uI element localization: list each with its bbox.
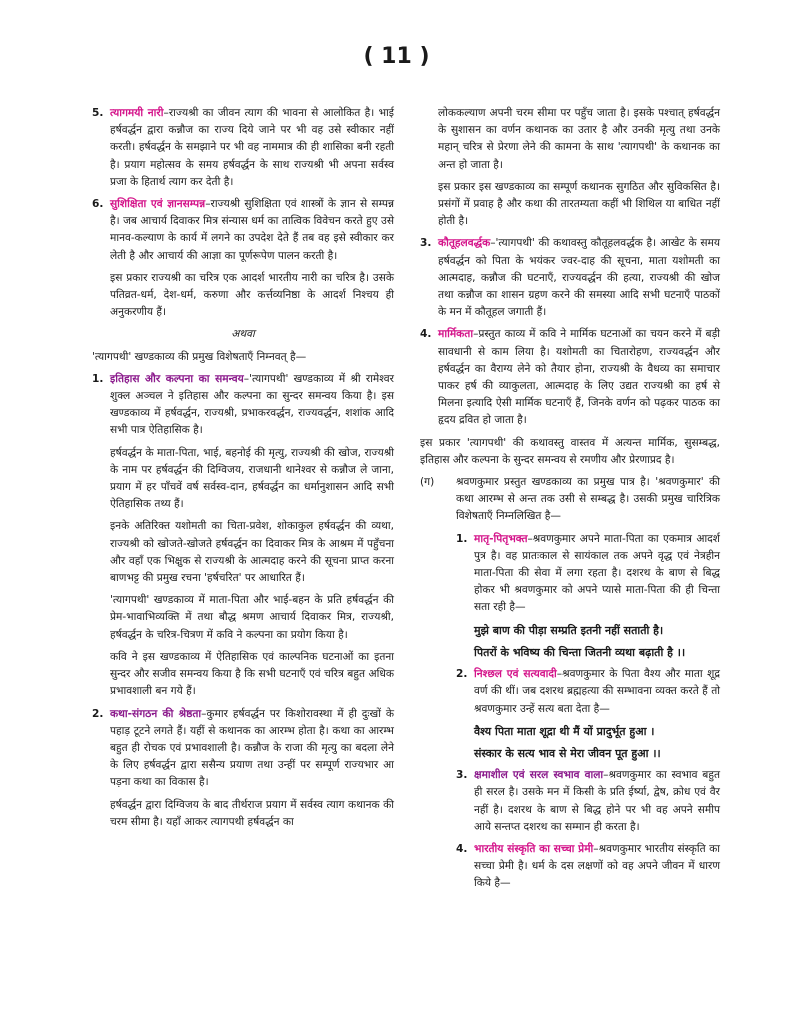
paragraph: लोककल्याण अपनी चरम सीमा पर पहुँच जाता है। इसके पश्चात् हर्षवर्द्धन के सुशासन का वर्णन कथानक का उतार है और उनकी मृत्यु तथा उनके महान् चरित्र से प्रेरणा लेने की कामना के साथ 'त्यागपथी' के कथानक का अन्त हो जाता है। xyxy=(438,107,720,171)
point-bharatiya-sanskriti xyxy=(456,841,720,893)
verse-line: मुझे बाण की पीड़ा सम्प्रति इतनी नहीं सताती है। xyxy=(474,623,664,637)
paragraph: कवि ने इस खण्डकाव्य में ऐतिहासिक एवं काल्पनिक घटनाओं का इतना सुन्दर और सजीव समन्वय किया है कि सभी घटनाएँ एवं चरित्र बहुत अधिक प्रभावशाली बन गये हैं। xyxy=(110,650,394,698)
point-matri-pitri-bhakt xyxy=(456,531,720,661)
page-number: ( 11 ) xyxy=(363,44,430,69)
intro-paragraph: 'त्यागपथी' खण्डकाव्य की प्रमुख विशेषताएँ निम्नवत् है— xyxy=(92,350,307,363)
point-kshamasheel xyxy=(456,767,720,836)
point-text: –राज्यश्री सुशिक्षिता एवं शास्त्रों के ज्ञान से सम्पन्न है। जब आचार्य दिवाकर मित्र संन्यास धर्म का तात्विक विवेचन करते हुए उसे मानव-कल्याण के कार्य में लगने का उपदेश देते हैं तब वह इसे स्वीकार कर लेती है और आचार्य की आज्ञा का पूर्णरूपेण पालन करती है। xyxy=(110,198,394,262)
left-column xyxy=(92,105,394,836)
point-heading: कथा-संगठन की श्रेष्ठता xyxy=(110,707,202,720)
athva-divider: अथवा xyxy=(231,328,255,341)
point-heading: इतिहास और कल्पना का समन्वय xyxy=(110,372,244,385)
point-number: 3. xyxy=(456,769,468,782)
point-number: 3. xyxy=(420,237,432,250)
point-text: –श्रवणकुमार का स्वभाव बहुत ही सरल है। उसके मन में किसी के प्रति ईर्ष्या, द्वेष, क्रोध एवं वैर नहीं है। दशरथ के बाण से बिद्ध होने पर भी वह अपने समीप आये सन्तप्त दशरथ का सम्मान ही करता है। xyxy=(474,769,720,833)
point-text: –श्रवणकुमार के पिता वैश्य और माता शूद्र वर्ण की थीं। जब दशरथ ब्रह्महत्या की सम्भावना व्यक्त करते हैं तो श्रवणकुमार उन्हें सत्य बता देता है— xyxy=(474,668,720,715)
point-number: 4. xyxy=(420,328,432,341)
verse-line: संस्कार के सत्य भाव से मेरा जीवन पूत हुआ ।। xyxy=(474,746,661,760)
verse-line: पितरों के भविष्य की चिन्ता जितनी व्यथा बढ़ाती है ।। xyxy=(474,645,686,659)
point-kautuhal xyxy=(420,235,720,321)
point-text: –श्रवणकुमार अपने माता-पिता का एकमात्र आदर्श पुत्र है। वह प्रातःकाल से सायंकाल तक अपने वृद्ध एवं नेत्रहीन माता-पिता की सेवा में लगा रहता है। दशरथ के बाण से बिद्ध होकर भी श्रवणकुमार को अपने प्यासे माता-पिता की ही चिन्ता सता रही है— xyxy=(474,532,720,614)
point-heading: सुशिक्षिता एवं ज्ञानसम्पन्न xyxy=(110,198,206,211)
point-number: 2. xyxy=(92,707,104,720)
point-heading: निश्छल एवं सत्यवादी xyxy=(474,668,557,681)
continued-text xyxy=(420,105,720,230)
point-heading: भारतीय संस्कृति का सच्चा प्रेमी xyxy=(474,842,594,855)
point-marmikta xyxy=(420,326,720,429)
point-sushikshita xyxy=(92,196,394,321)
point-katha-sangathan xyxy=(92,706,394,831)
point-text: –श्रवणकुमार भारतीय संस्कृति का सच्चा प्रेमी है। धर्म के दस लक्षणों को वह अपने जीवन में धारण किये है— xyxy=(474,842,721,890)
paragraph: हर्षवर्द्धन के माता-पिता, भाई, बहनोई की मृत्यु, राज्यश्री की खोज, राज्यश्री के नाम पर हर्षवर्द्धन की दिग्विजय, राजधानी थानेश्वर से कन्नौज ले जाना, प्रयाग में हर पाँचवें वर्ष सर्वस्व-दान, हर्षवर्द्धन का धर्मानुशासन आदि सभी ऐतिहासिक तथ्य हैं। xyxy=(110,446,394,511)
paragraph: 'त्यागपथी' खण्डकाव्य में माता-पिता और भाई-बहन के प्रति हर्षवर्द्धन की प्रेम-भावाभिव्यक्ति में तथा बौद्ध श्रमण आचार्य दिवाकर मित्र, राज्यश्री, हर्षवर्द्धन के चरित्र-चित्रण में कवि ने कल्पना का प्रयोग किया है। xyxy=(110,594,394,641)
point-heading: त्यागमयी नारी xyxy=(110,107,164,119)
paragraph: इनके अतिरिक्त यशोमती का चिता-प्रवेश, शोकाकुल हर्षवर्द्धन की व्यथा, राज्यश्री को खोजते-खोजते हर्षवर्द्धन का दिवाकर मित्र के आश्रम में पहुँचना और वहाँ एक भिक्षुक से राज्यश्री के आत्मदाह करने की सूचना प्राप्त करना बाणभट्ट की प्रमुख रचना 'हर्षचरित' पर आधारित हैं। xyxy=(110,520,394,585)
point-text: –कुमार हर्षवर्द्धन पर किशोरावस्था में ही दुःखों के पहाड़ टूटने लगते हैं। यहीं से कथानक का आरम्भ होता है। कथा का आरम्भ बहुत ही रोचक एवं प्रभावशाली है। कन्नौज के राजा की मृत्यु का बदला लेने के लिए हर्षवर्द्धन द्वारा ससैन्य प्रयाण तथा उन्हीं पर सम्पूर्ण राज्यभार आ पड़ना कथा का विकास है। xyxy=(110,707,395,789)
paragraph: हर्षवर्द्धन द्वारा दिग्विजय के बाद तीर्थराज प्रयाग में सर्वस्व त्याग कथानक की चरम सीमा है। यहाँ आकर त्यागपथी हर्षवर्द्धन का xyxy=(110,798,394,828)
point-heading: कौतूहलवर्द्धक xyxy=(438,237,491,250)
verse-line: वैश्य पिता माता शूद्रा थी मैं यों प्रादुर्भूत हुआ । xyxy=(474,724,655,738)
point-heading: मातृ-पितृभक्त xyxy=(474,532,528,545)
point-itihas-kalpana xyxy=(92,371,394,701)
point-heading: मार्मिकता xyxy=(438,328,474,341)
right-column xyxy=(420,105,720,898)
point-number: 4. xyxy=(456,842,468,855)
point-nishchhal xyxy=(456,666,720,762)
paragraph: इस प्रकार इस खण्डकाव्य का सम्पूर्ण कथानक सुगठित और सुविकसित है। प्रसंगों में प्रवाह है और कथा की तारतम्यता कहीं भी शिथिल या बाधित नहीं होती है। xyxy=(438,180,720,228)
point-text: –'त्यागपथी' खण्डकाव्य में श्री रामेश्वर शुक्ल अञ्चल ने इतिहास और कल्पना का सुन्दर समन्वय किया है। इस खण्डकाव्य में हर्षवर्द्धन, राज्यश्री, प्रभाकरवर्द्धन, राज्यवर्द्धन, शशांक आदि सभी पात्र ऐतिहासिक है। xyxy=(110,372,394,437)
point-number: 1. xyxy=(456,532,468,545)
point-tyagmayi-nari xyxy=(92,105,394,191)
point-heading: क्षमाशील एवं सरल स्वभाव वाला xyxy=(474,769,604,782)
section-label: (ग) xyxy=(420,476,435,489)
paragraph: इस प्रकार राज्यश्री का चरित्र एक आदर्श भारतीय नारी का चरित्र है। उसके पतिव्रत-धर्म, देश-धर्म, करुणा और कर्त्तव्यनिष्ठा के आदर्श निश्चय ही अनुकरणीय हैं। xyxy=(110,271,394,319)
point-number: 6. xyxy=(92,198,104,211)
point-number: 2. xyxy=(456,668,468,681)
point-number: 1. xyxy=(92,372,104,385)
point-text: –'त्यागपथी' की कथावस्तु कौतूहलवर्द्धक है। आखेट के समय हर्षवर्द्धन को पिता के भयंकर ज्वर-दाह की सूचना, माता यशोमती का आत्मदाह, कन्नौज की घटनाएँ, राज्यवर्द्धन की हत्या, राज्यश्री की खोज तथा कन्नौज का शासन ग्रहण करने की समस्या आदि सभी घटनाएँ पाठकों के मन में कौतूहल जगाती हैं। xyxy=(438,237,720,319)
paragraph: श्रवणकुमार प्रस्तुत खण्डकाव्य का प्रमुख पात्र है। 'श्रवणकुमार' की कथा आरम्भ से अन्त तक उसी से सम्बद्ध है। उसकी प्रमुख चारित्रिक विशेषताएँ निम्नलिखित है— xyxy=(456,476,720,523)
section-g xyxy=(420,474,720,892)
point-text: –प्रस्तुत काव्य में कवि ने मार्मिक घटनाओं का चयन करने में बड़ी सावधानी से काम लिया है। यशोमती का चितारोहण, राज्यवर्द्धन और हर्षवर्द्धन का वैराग्य लेने को तैयार होना, राज्यश्री के वैधव्य का समाचार पाकर हर्ष की व्याकुलता, आत्मदाह के लिए उद्यत राज्यश्री का हर्ष से मिलना इत्यादि ऐसी मार्मिक घटनाएँ हैं, जिनके वर्णन को पढ़कर पाठक का हृदय द्रवित हो जाता है। xyxy=(438,328,720,427)
summary-paragraph: इस प्रकार 'त्यागपथी' की कथावस्तु वास्तव में अत्यन्त मार्मिक, सुसम्बद्ध, इतिहास और कल्पना के सुन्दर समन्वय से रमणीय और प्रेरणाप्रद है। xyxy=(420,436,720,466)
point-text: –राज्यश्री का जीवन त्याग की भावना से आलोकित है। भाई हर्षवर्द्धन द्वारा कन्नौज का राज्य दिये जाने पर भी वह उसे स्वीकार नहीं करती। हर्षवर्द्धन के समझाने पर भी वह नाममात्र की ही शासिका बनी रहती है। प्रयाग महोत्सव के समय हर्षवर्द्धन के साथ राज्यश्री भी अपना सर्वस्व प्रजा के हितार्थ त्याग कर देती है। xyxy=(110,107,394,188)
point-number: 5. xyxy=(92,107,104,119)
